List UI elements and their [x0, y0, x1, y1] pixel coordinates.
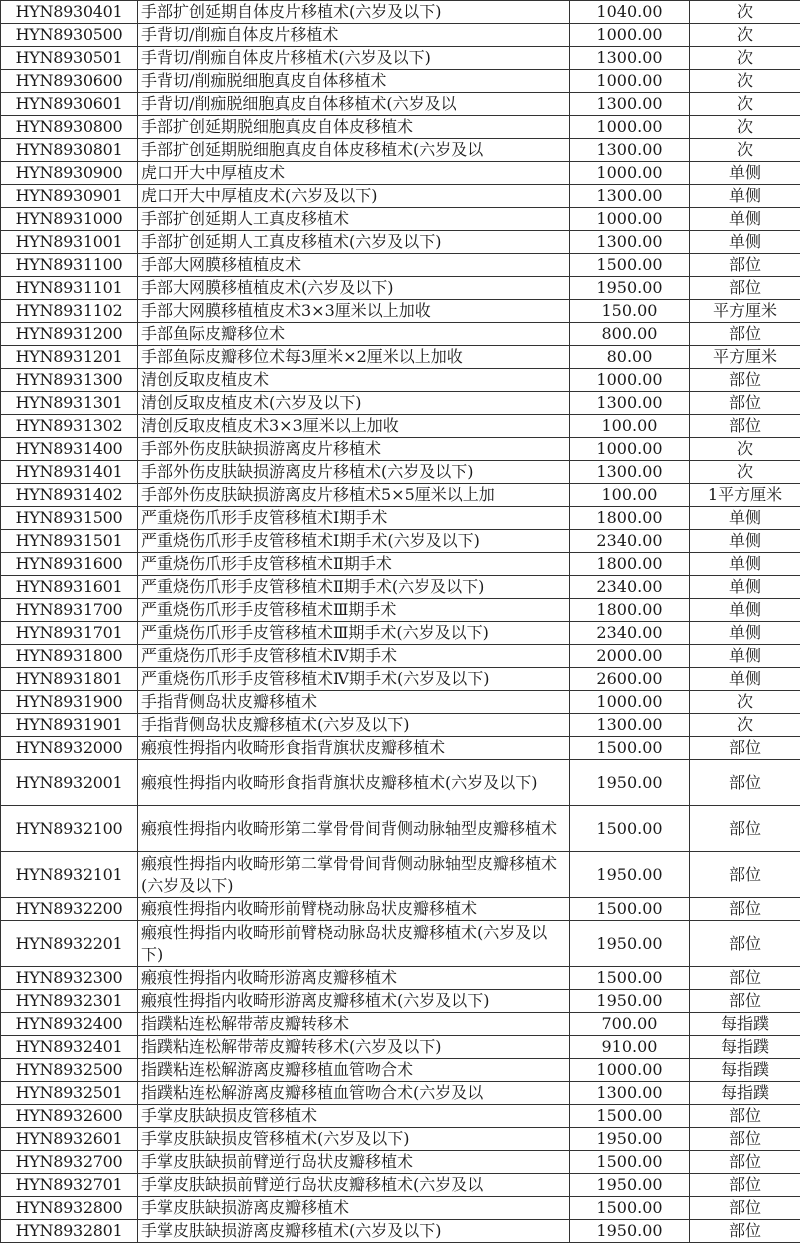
item-price-cell: 1950.00 [570, 921, 690, 967]
item-name-cell: 手背切/削痂脱细胞真皮自体移植术 [138, 70, 570, 93]
item-unit-cell: 部位 [690, 852, 800, 898]
item-name-cell: 清创反取皮植皮术3×3厘米以上加收 [138, 415, 570, 438]
item-unit-cell: 部位 [690, 1128, 800, 1151]
item-name-cell: 瘢痕性拇指内收畸形食指背旗状皮瓣移植术 [138, 737, 570, 760]
item-name-cell: 手掌皮肤缺损游离皮瓣移植术(六岁及以下) [138, 1220, 570, 1243]
item-code-cell: HYN8932301 [1, 990, 138, 1013]
item-name-cell: 手部外伤皮肤缺损游离皮片移植术(六岁及以下) [138, 461, 570, 484]
item-unit-cell: 单侧 [690, 645, 800, 668]
item-code-cell: HYN8932700 [1, 1151, 138, 1174]
item-unit-cell: 单侧 [690, 185, 800, 208]
item-price-cell: 1300.00 [570, 139, 690, 162]
item-unit-cell: 部位 [690, 921, 800, 967]
item-price-cell: 1500.00 [570, 967, 690, 990]
item-price-cell: 1950.00 [570, 1128, 690, 1151]
item-name-cell: 瘢痕性拇指内收畸形第二掌骨骨间背侧动脉轴型皮瓣移植术 [138, 806, 570, 852]
item-name-cell: 手部外伤皮肤缺损游离皮片移植术 [138, 438, 570, 461]
item-name-cell: 手背切/削痂脱细胞真皮自体移植术(六岁及以 [138, 93, 570, 116]
item-price-cell: 1000.00 [570, 162, 690, 185]
item-unit-cell: 部位 [690, 369, 800, 392]
table-row [1, 70, 800, 93]
item-code-cell: HYN8932201 [1, 921, 138, 967]
item-price-cell: 1000.00 [570, 691, 690, 714]
item-price-cell: 800.00 [570, 323, 690, 346]
item-code-cell: HYN8931001 [1, 231, 138, 254]
item-unit-cell: 次 [690, 93, 800, 116]
item-unit-cell: 部位 [690, 415, 800, 438]
item-price-cell: 1800.00 [570, 553, 690, 576]
item-price-cell: 1500.00 [570, 898, 690, 921]
item-unit-cell: 部位 [690, 254, 800, 277]
table-row [1, 1, 800, 24]
item-price-cell: 2600.00 [570, 668, 690, 691]
item-price-cell: 1300.00 [570, 461, 690, 484]
item-name-cell: 手背切/削痂自体皮片移植术 [138, 24, 570, 47]
item-code-cell: HYN8932400 [1, 1013, 138, 1036]
item-unit-cell: 次 [690, 139, 800, 162]
item-code-cell: HYN8932801 [1, 1220, 138, 1243]
item-unit-cell: 部位 [690, 806, 800, 852]
item-price-cell: 1300.00 [570, 1082, 690, 1105]
item-unit-cell: 次 [690, 438, 800, 461]
item-name-cell: 手部大网膜移植植皮术(六岁及以下) [138, 277, 570, 300]
item-name-cell: 严重烧伤爪形手皮管移植术Ⅲ期手术(六岁及以下) [138, 622, 570, 645]
item-price-cell: 1000.00 [570, 116, 690, 139]
item-code-cell: HYN8931401 [1, 461, 138, 484]
item-code-cell: HYN8930900 [1, 162, 138, 185]
item-unit-cell: 单侧 [690, 553, 800, 576]
table-row [1, 921, 800, 967]
item-unit-cell: 部位 [690, 898, 800, 921]
item-price-cell: 1300.00 [570, 93, 690, 116]
item-unit-cell: 部位 [690, 1220, 800, 1243]
item-price-cell: 1300.00 [570, 714, 690, 737]
item-name-cell: 瘢痕性拇指内收畸形游离皮瓣移植术(六岁及以下) [138, 990, 570, 1013]
item-code-cell: HYN8932100 [1, 806, 138, 852]
item-code-cell: HYN8932300 [1, 967, 138, 990]
item-name-cell: 严重烧伤爪形手皮管移植术Ⅳ期手术(六岁及以下) [138, 668, 570, 691]
table-row [1, 254, 800, 277]
table-row [1, 93, 800, 116]
item-price-cell: 1000.00 [570, 70, 690, 93]
item-price-cell: 1950.00 [570, 277, 690, 300]
item-unit-cell: 部位 [690, 323, 800, 346]
item-unit-cell: 部位 [690, 990, 800, 1013]
item-unit-cell: 平方厘米 [690, 346, 800, 369]
item-code-cell: HYN8931701 [1, 622, 138, 645]
item-code-cell: HYN8931200 [1, 323, 138, 346]
item-price-cell: 1300.00 [570, 47, 690, 70]
item-code-cell: HYN8930401 [1, 1, 138, 24]
table-row [1, 898, 800, 921]
item-code-cell: HYN8930901 [1, 185, 138, 208]
table-row [1, 737, 800, 760]
item-name-cell: 手掌皮肤缺损前臂逆行岛状皮瓣移植术 [138, 1151, 570, 1174]
item-code-cell: HYN8931501 [1, 530, 138, 553]
table-row [1, 852, 800, 898]
item-name-cell: 手部扩创延期脱细胞真皮自体皮移植术(六岁及以 [138, 139, 570, 162]
item-name-cell: 手指背侧岛状皮瓣移植术 [138, 691, 570, 714]
item-name-cell: 瘢痕性拇指内收畸形食指背旗状皮瓣移植术(六岁及以下) [138, 760, 570, 806]
table-row [1, 392, 800, 415]
item-name-cell: 手指背侧岛状皮瓣移植术(六岁及以下) [138, 714, 570, 737]
item-name-cell: 严重烧伤爪形手皮管移植术Ⅰ期手术(六岁及以下) [138, 530, 570, 553]
item-code-cell: HYN8931400 [1, 438, 138, 461]
table-row [1, 668, 800, 691]
table-row [1, 116, 800, 139]
item-name-cell: 手部外伤皮肤缺损游离皮片移植术5×5厘米以上加 [138, 484, 570, 507]
table-row [1, 1013, 800, 1036]
table-row [1, 185, 800, 208]
table-row [1, 346, 800, 369]
table-row [1, 208, 800, 231]
item-code-cell: HYN8931101 [1, 277, 138, 300]
item-code-cell: HYN8930600 [1, 70, 138, 93]
item-code-cell: HYN8931102 [1, 300, 138, 323]
item-name-cell: 手部鱼际皮瓣移位术 [138, 323, 570, 346]
item-code-cell: HYN8930800 [1, 116, 138, 139]
item-code-cell: HYN8931700 [1, 599, 138, 622]
table-row [1, 691, 800, 714]
table-row [1, 323, 800, 346]
item-name-cell: 手掌皮肤缺损皮管移植术(六岁及以下) [138, 1128, 570, 1151]
item-name-cell: 清创反取皮植皮术 [138, 369, 570, 392]
item-name-cell: 瘢痕性拇指内收畸形前臂桡动脉岛状皮瓣移植术 [138, 898, 570, 921]
table-row [1, 507, 800, 530]
item-code-cell: HYN8931801 [1, 668, 138, 691]
item-unit-cell: 单侧 [690, 530, 800, 553]
item-code-cell: HYN8931601 [1, 576, 138, 599]
item-code-cell: HYN8930801 [1, 139, 138, 162]
item-price-cell: 2340.00 [570, 622, 690, 645]
item-name-cell: 虎口开大中厚植皮术 [138, 162, 570, 185]
item-name-cell: 虎口开大中厚植皮术(六岁及以下) [138, 185, 570, 208]
item-code-cell: HYN8932500 [1, 1059, 138, 1082]
table-row [1, 622, 800, 645]
item-code-cell: HYN8932600 [1, 1105, 138, 1128]
table-row [1, 1174, 800, 1197]
item-unit-cell: 部位 [690, 277, 800, 300]
item-price-cell: 1800.00 [570, 599, 690, 622]
item-unit-cell: 次 [690, 461, 800, 484]
table-row [1, 484, 800, 507]
item-name-cell: 严重烧伤爪形手皮管移植术Ⅱ期手术 [138, 553, 570, 576]
item-code-cell: HYN8931301 [1, 392, 138, 415]
item-unit-cell: 次 [690, 70, 800, 93]
item-name-cell: 严重烧伤爪形手皮管移植术Ⅱ期手术(六岁及以下) [138, 576, 570, 599]
table-row [1, 300, 800, 323]
item-name-cell: 指蹼粘连松解带蒂皮瓣转移术(六岁及以下) [138, 1036, 570, 1059]
item-price-cell: 100.00 [570, 484, 690, 507]
item-name-cell: 指蹼粘连松解带蒂皮瓣转移术 [138, 1013, 570, 1036]
item-code-cell: HYN8931100 [1, 254, 138, 277]
table-row [1, 461, 800, 484]
item-price-cell: 2000.00 [570, 645, 690, 668]
item-unit-cell: 每指蹼 [690, 1036, 800, 1059]
item-code-cell: HYN8932101 [1, 852, 138, 898]
item-price-cell: 1300.00 [570, 392, 690, 415]
item-price-cell: 1500.00 [570, 1105, 690, 1128]
item-unit-cell: 次 [690, 47, 800, 70]
table-row [1, 530, 800, 553]
item-price-cell: 1000.00 [570, 208, 690, 231]
item-name-cell: 手部大网膜移植植皮术3×3厘米以上加收 [138, 300, 570, 323]
table-row [1, 967, 800, 990]
item-code-cell: HYN8932800 [1, 1197, 138, 1220]
item-price-cell: 1500.00 [570, 806, 690, 852]
item-price-cell: 2340.00 [570, 530, 690, 553]
item-price-cell: 1000.00 [570, 438, 690, 461]
item-unit-cell: 单侧 [690, 208, 800, 231]
item-code-cell: HYN8931201 [1, 346, 138, 369]
item-unit-cell: 单侧 [690, 576, 800, 599]
item-unit-cell: 部位 [690, 760, 800, 806]
table-row [1, 1082, 800, 1105]
item-unit-cell: 部位 [690, 1151, 800, 1174]
item-code-cell: HYN8931901 [1, 714, 138, 737]
table-row [1, 369, 800, 392]
item-unit-cell: 单侧 [690, 622, 800, 645]
item-name-cell: 瘢痕性拇指内收畸形第二掌骨骨间背侧动脉轴型皮瓣移植术(六岁及以下) [138, 852, 570, 898]
table-row [1, 1059, 800, 1082]
item-code-cell: HYN8932000 [1, 737, 138, 760]
item-price-cell: 1000.00 [570, 1059, 690, 1082]
item-unit-cell: 次 [690, 116, 800, 139]
item-unit-cell: 部位 [690, 1174, 800, 1197]
item-name-cell: 手部鱼际皮瓣移位术每3厘米×2厘米以上加收 [138, 346, 570, 369]
item-unit-cell: 平方厘米 [690, 300, 800, 323]
item-name-cell: 手部扩创延期人工真皮移植术 [138, 208, 570, 231]
item-unit-cell: 次 [690, 714, 800, 737]
item-code-cell: HYN8931900 [1, 691, 138, 714]
item-code-cell: HYN8930601 [1, 93, 138, 116]
item-code-cell: HYN8930500 [1, 24, 138, 47]
item-unit-cell: 单侧 [690, 599, 800, 622]
item-price-cell: 1300.00 [570, 185, 690, 208]
item-price-cell: 1950.00 [570, 852, 690, 898]
item-code-cell: HYN8930501 [1, 47, 138, 70]
item-name-cell: 手背切/削痂自体皮片移植术(六岁及以下) [138, 47, 570, 70]
item-price-cell: 1000.00 [570, 369, 690, 392]
item-price-cell: 1950.00 [570, 1174, 690, 1197]
item-code-cell: HYN8931600 [1, 553, 138, 576]
item-unit-cell: 单侧 [690, 162, 800, 185]
fee-schedule-body [1, 1, 800, 1243]
table-row [1, 599, 800, 622]
table-row [1, 415, 800, 438]
table-row [1, 1105, 800, 1128]
item-unit-cell: 1平方厘米 [690, 484, 800, 507]
item-code-cell: HYN8932601 [1, 1128, 138, 1151]
item-name-cell: 手部大网膜移植植皮术 [138, 254, 570, 277]
item-code-cell: HYN8931402 [1, 484, 138, 507]
item-code-cell: HYN8932501 [1, 1082, 138, 1105]
table-row [1, 231, 800, 254]
item-name-cell: 指蹼粘连松解游离皮瓣移植血管吻合术(六岁及以 [138, 1082, 570, 1105]
table-row [1, 645, 800, 668]
item-price-cell: 80.00 [570, 346, 690, 369]
table-row [1, 438, 800, 461]
item-price-cell: 700.00 [570, 1013, 690, 1036]
item-unit-cell: 单侧 [690, 668, 800, 691]
item-code-cell: HYN8932200 [1, 898, 138, 921]
item-code-cell: HYN8931300 [1, 369, 138, 392]
table-row [1, 1220, 800, 1243]
table-row [1, 1151, 800, 1174]
item-unit-cell: 单侧 [690, 507, 800, 530]
item-price-cell: 150.00 [570, 300, 690, 323]
item-price-cell: 1300.00 [570, 231, 690, 254]
item-price-cell: 1500.00 [570, 254, 690, 277]
item-unit-cell: 次 [690, 691, 800, 714]
item-name-cell: 指蹼粘连松解游离皮瓣移植血管吻合术 [138, 1059, 570, 1082]
item-price-cell: 2340.00 [570, 576, 690, 599]
item-unit-cell: 部位 [690, 1105, 800, 1128]
item-name-cell: 严重烧伤爪形手皮管移植术Ⅲ期手术 [138, 599, 570, 622]
item-name-cell: 手掌皮肤缺损皮管移植术 [138, 1105, 570, 1128]
item-unit-cell: 每指蹼 [690, 1059, 800, 1082]
item-name-cell: 手部扩创延期自体皮片移植术(六岁及以下) [138, 1, 570, 24]
table-row [1, 760, 800, 806]
item-unit-cell: 部位 [690, 737, 800, 760]
item-unit-cell: 单侧 [690, 231, 800, 254]
item-price-cell: 1800.00 [570, 507, 690, 530]
item-unit-cell: 次 [690, 1, 800, 24]
item-price-cell: 100.00 [570, 415, 690, 438]
table-row [1, 576, 800, 599]
item-code-cell: HYN8932001 [1, 760, 138, 806]
item-name-cell: 严重烧伤爪形手皮管移植术Ⅳ期手术 [138, 645, 570, 668]
item-price-cell: 1950.00 [570, 760, 690, 806]
table-row [1, 990, 800, 1013]
item-unit-cell: 每指蹼 [690, 1082, 800, 1105]
item-unit-cell: 部位 [690, 967, 800, 990]
item-price-cell: 1950.00 [570, 1220, 690, 1243]
item-name-cell: 清创反取皮植皮术(六岁及以下) [138, 392, 570, 415]
table-row [1, 47, 800, 70]
item-code-cell: HYN8931000 [1, 208, 138, 231]
table-row [1, 24, 800, 47]
item-code-cell: HYN8931500 [1, 507, 138, 530]
item-price-cell: 1500.00 [570, 1151, 690, 1174]
item-price-cell: 1500.00 [570, 1197, 690, 1220]
item-unit-cell: 每指蹼 [690, 1013, 800, 1036]
table-row [1, 1197, 800, 1220]
item-code-cell: HYN8932701 [1, 1174, 138, 1197]
item-name-cell: 手部扩创延期脱细胞真皮自体皮移植术 [138, 116, 570, 139]
table-row [1, 714, 800, 737]
item-unit-cell: 次 [690, 24, 800, 47]
item-name-cell: 手掌皮肤缺损前臂逆行岛状皮瓣移植术(六岁及以 [138, 1174, 570, 1197]
item-code-cell: HYN8932401 [1, 1036, 138, 1059]
item-name-cell: 手部扩创延期人工真皮移植术(六岁及以下) [138, 231, 570, 254]
item-name-cell: 瘢痕性拇指内收畸形前臂桡动脉岛状皮瓣移植术(六岁及以下) [138, 921, 570, 967]
item-price-cell: 1950.00 [570, 990, 690, 1013]
item-code-cell: HYN8931800 [1, 645, 138, 668]
item-price-cell: 1500.00 [570, 737, 690, 760]
item-name-cell: 严重烧伤爪形手皮管移植术Ⅰ期手术 [138, 507, 570, 530]
item-unit-cell: 部位 [690, 1197, 800, 1220]
item-price-cell: 1040.00 [570, 1, 690, 24]
table-row [1, 1128, 800, 1151]
table-row [1, 806, 800, 852]
table-row [1, 1036, 800, 1059]
item-unit-cell: 部位 [690, 392, 800, 415]
item-code-cell: HYN8931302 [1, 415, 138, 438]
table-row [1, 162, 800, 185]
item-name-cell: 手掌皮肤缺损游离皮瓣移植术 [138, 1197, 570, 1220]
table-row [1, 277, 800, 300]
table-row [1, 553, 800, 576]
item-price-cell: 1000.00 [570, 24, 690, 47]
table-row [1, 139, 800, 162]
item-name-cell: 瘢痕性拇指内收畸形游离皮瓣移植术 [138, 967, 570, 990]
item-price-cell: 910.00 [570, 1036, 690, 1059]
